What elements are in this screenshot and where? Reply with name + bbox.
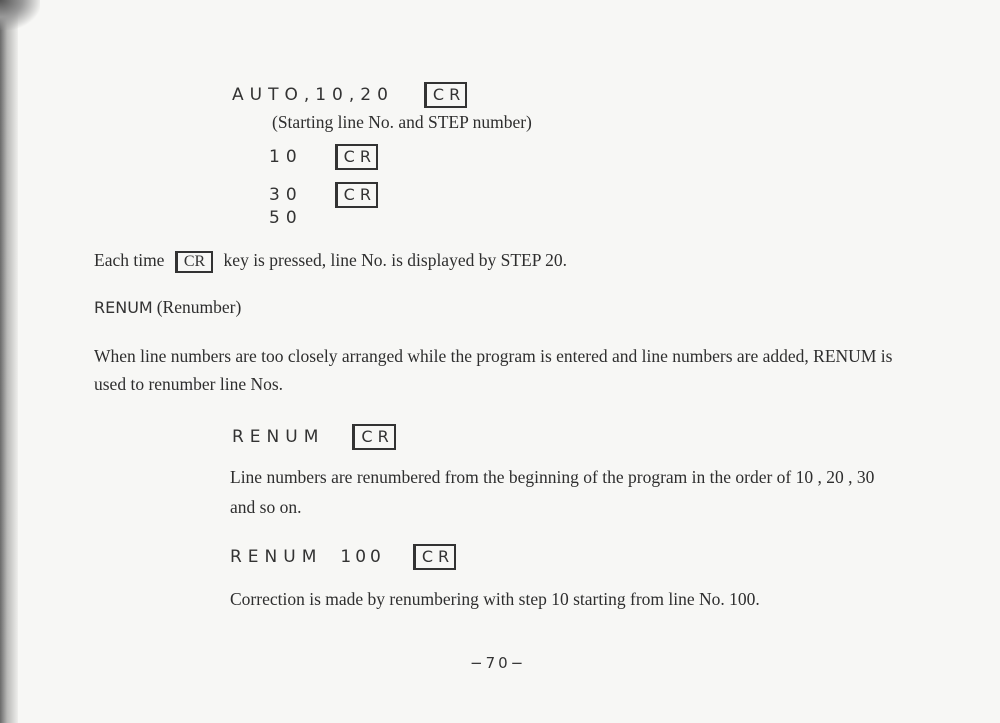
each-time-after: key is pressed, line No. is displayed by STEP 20.	[223, 250, 568, 270]
cr-key-icon: CR	[352, 424, 395, 450]
auto-command: AUTO,10,20	[232, 85, 394, 105]
each-time-before: Each time	[94, 250, 165, 270]
auto-line-30	[269, 182, 378, 208]
cr-key-icon: CR	[413, 544, 456, 570]
line-number: 50	[269, 208, 303, 228]
renum-heading	[94, 297, 241, 318]
auto-command-line	[232, 82, 467, 108]
renum-explanation: Line numbers are renumbered from the beginning of the program in the order of 10 , 20 , 30 and so on.	[230, 467, 875, 517]
page-binding-shadow	[0, 0, 18, 723]
cr-key-icon: CR	[335, 182, 378, 208]
auto-note: (Starting line No. and STEP number)	[272, 112, 532, 132]
page-corner-shadow	[0, 0, 40, 30]
renum100-explanation: Correction is made by renumbering with step 10 starting from line No. 100.	[230, 589, 760, 609]
renum100-argument: 100	[340, 547, 385, 567]
renum-heading-term: RENUM	[94, 298, 153, 317]
renum-command-line	[232, 424, 396, 450]
renum100-command-line	[230, 544, 456, 570]
line-number: 30	[269, 185, 303, 205]
cr-key-icon: CR	[424, 82, 467, 108]
auto-line-50	[269, 208, 303, 228]
renum-heading-desc: (Renumber)	[156, 297, 242, 317]
cr-key-icon: CR	[335, 144, 378, 170]
renum-command: RENUM	[232, 427, 325, 447]
auto-line-10	[269, 144, 378, 170]
renum-paragraph: When line numbers are too closely arranged while the program is entered and line numbers are added, RENUM is used to renumber line Nos.	[94, 346, 893, 394]
each-time-sentence	[94, 250, 567, 273]
cr-key-icon: CR	[175, 251, 213, 273]
page-number: −70−	[470, 654, 527, 672]
renum100-command: RENUM	[230, 547, 323, 567]
line-number: 10	[269, 147, 303, 167]
